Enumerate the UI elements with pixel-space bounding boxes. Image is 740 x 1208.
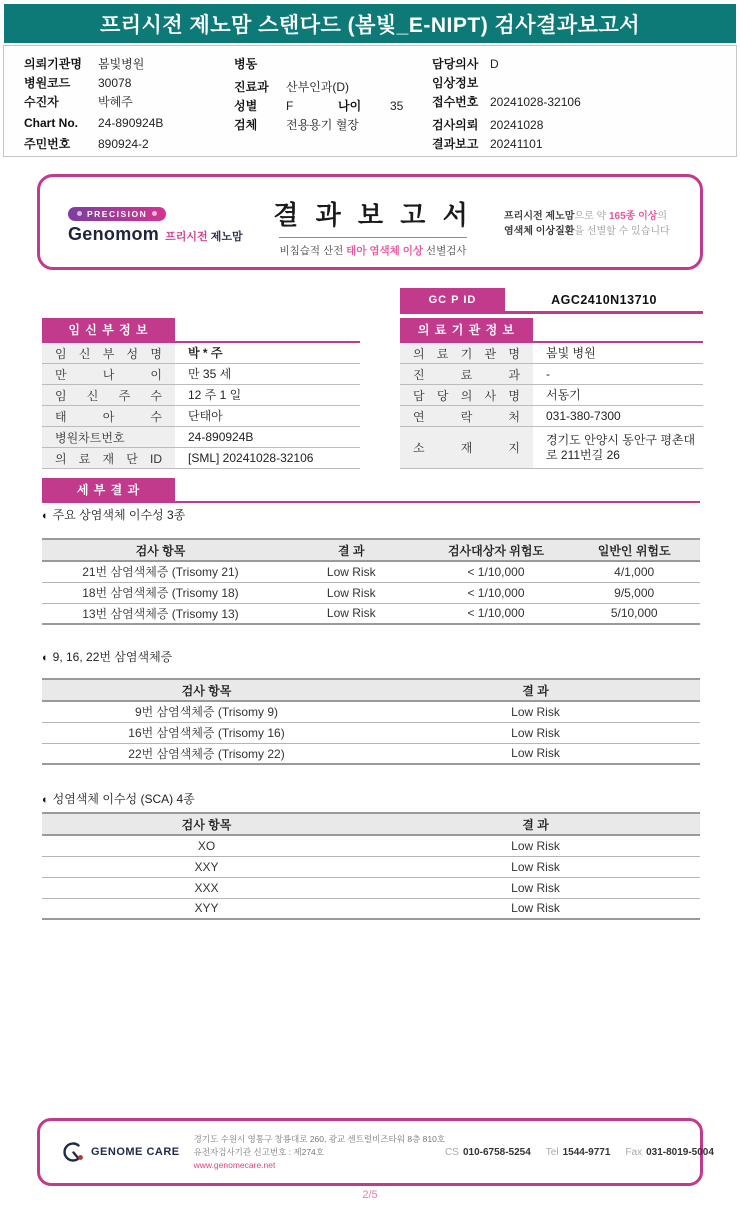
mother-info-table [42, 318, 360, 469]
fax-contact: Fax 031-8019-5004 [625, 1146, 714, 1158]
precision-badge-label: PRECISION [87, 208, 148, 219]
brand-name: Genomom [68, 224, 160, 244]
subtitle-highlight: 태아 염색체 이상 [346, 245, 424, 257]
brand-kr-pink: 프리시전 [165, 231, 208, 243]
table-caption-sca: ◐ 성염색체 이수성 (SCA) 4종 [42, 792, 195, 806]
badge-dot-icon [152, 211, 157, 216]
table-row [42, 877, 700, 898]
row-value: 경기도 안양시 동안구 평촌대로 211번길 26 [546, 432, 696, 462]
table-row [42, 856, 700, 877]
col-header: 검사대상자 위험도 [424, 539, 569, 561]
table-row [42, 835, 700, 856]
field-label: 주민번호 [24, 137, 71, 151]
table-row [42, 406, 360, 427]
field-value: 전용용기 혈장 [286, 118, 359, 132]
row-label: 진 료 과 [400, 364, 533, 384]
cell-test-item: 13번 삼염색체증 (Trisomy 13) [42, 603, 279, 624]
banner-center [273, 195, 473, 258]
cell-subject-risk: < 1/10,000 [424, 561, 569, 582]
info-row [24, 93, 229, 112]
info-row [24, 74, 229, 93]
badge-dot-icon [77, 211, 82, 216]
field-label: 진료과 [234, 80, 269, 94]
field-label: 병동 [234, 57, 258, 71]
table-row [42, 385, 360, 406]
gcp-id-label: GC P ID [400, 288, 505, 311]
cell-result: Low Risk [279, 561, 424, 582]
field-value: 20241028 [490, 118, 544, 132]
field-value: 890924-2 [98, 137, 149, 151]
address-line: 경기도 수원시 영통구 창룡대로 260, 광교 센트럴비즈타워 8층 810호 [193, 1133, 446, 1144]
cell-test-item: XXY [42, 856, 371, 877]
field-label: 나이 [338, 99, 362, 113]
report-title-bar [4, 4, 736, 43]
cell-subject-risk: < 1/10,000 [424, 603, 569, 624]
row-label: 태 아 수 [42, 406, 175, 426]
report-banner [37, 174, 703, 270]
cell-result: Low Risk [371, 722, 700, 743]
row-label: 담 당 의 사 명 [400, 385, 533, 405]
cell-result: Low Risk [371, 743, 700, 764]
field-label: 검체 [234, 118, 258, 132]
genomecare-logo-text: GENOME CARE [91, 1146, 180, 1158]
cell-population-risk: 4/1,000 [568, 561, 700, 582]
gcp-underline [400, 311, 703, 314]
row-value: 12 주 1 일 [188, 387, 242, 402]
field-value: 산부인과(D) [286, 80, 350, 94]
info-row [432, 74, 717, 93]
tel-contact: Tel 1544-9771 [545, 1146, 611, 1158]
banner-side-note: 프리시전 제노맘으로 약 165종 이상의 염색체 이상질환을 선별할 수 있습니다 [504, 211, 670, 237]
cell-test-item: XO [42, 835, 371, 856]
mother-info-header [42, 318, 360, 343]
cell-subject-risk: < 1/10,000 [424, 582, 569, 603]
info-row [432, 135, 717, 154]
table-row [42, 898, 700, 919]
table-row [42, 561, 700, 582]
info-row [234, 116, 429, 135]
field-value: 30078 [98, 76, 132, 90]
info-row [24, 55, 229, 74]
field-label: 의뢰기관명 [24, 57, 82, 71]
table-header-row [42, 813, 700, 835]
patient-info-panel [3, 45, 737, 157]
patient-info-col2 [234, 55, 429, 135]
genomecare-logo [60, 1139, 180, 1165]
patient-info-col3 [432, 55, 717, 154]
col-header: 결 과 [279, 539, 424, 561]
info-row [234, 78, 429, 97]
row-value: 만 35 세 [188, 366, 232, 381]
table-row [42, 582, 700, 603]
table-row [42, 722, 700, 743]
brand-kr-dark: 제노맘 [210, 231, 243, 243]
field-value: 20241101 [490, 137, 543, 151]
cell-result: Low Risk [371, 856, 700, 877]
row-label: 의 료 기 관 명 [400, 343, 533, 363]
genomecare-logo-icon [60, 1139, 86, 1165]
table-row [42, 343, 360, 364]
table-row [42, 448, 360, 469]
footer-address [194, 1133, 445, 1172]
row-label: 연 락 처 [400, 406, 533, 426]
table-caption-trisomy-9-16-22: ◐ 9, 16, 22번 삼염색체증 [42, 650, 173, 664]
cell-result: Low Risk [371, 835, 700, 856]
precision-badge [68, 207, 166, 221]
info-row [432, 93, 717, 112]
sca-table [42, 812, 700, 920]
row-value: 서동기 [546, 387, 581, 402]
clinic-info-header [400, 318, 703, 343]
field-label: 담당의사 [432, 57, 479, 71]
field-label: 접수번호 [432, 95, 479, 109]
field-label: 병원코드 [24, 76, 71, 90]
row-label: 만 나 이 [42, 364, 175, 384]
info-row [234, 97, 429, 116]
table-row [400, 343, 703, 364]
col-header: 일반인 위험도 [568, 539, 700, 561]
field-label: 성별 [234, 99, 258, 113]
field-value: 35 [390, 99, 404, 113]
row-value: 봄빛 병원 [546, 345, 596, 360]
row-value: [SML] 20241028-32106 [188, 450, 314, 465]
cell-test-item: 9번 삼염색체증 (Trisomy 9) [42, 701, 371, 722]
table-row [400, 364, 703, 385]
col-header: 검사 항목 [42, 539, 279, 561]
row-value: 박 * 주 [188, 345, 223, 360]
website-link[interactable]: www.genomecare.net [193, 1159, 276, 1170]
field-value: D [490, 57, 499, 71]
row-label: 병원차트번호 [42, 427, 175, 447]
field-value: 20241028-32106 [490, 95, 581, 109]
field-label: 검사의뢰 [432, 118, 479, 132]
main-trisomy-table [42, 538, 700, 625]
info-row [24, 116, 229, 135]
row-value: 031-380-7300 [546, 408, 621, 423]
gcp-id-value: AGC2410N13710 [505, 288, 703, 311]
cell-test-item: 18번 삼염색체증 (Trisomy 18) [42, 582, 279, 603]
cell-test-item: 22번 삼염색체증 (Trisomy 22) [42, 743, 371, 764]
registration-line: 유전자검사기관 신고번호 : 제274호 [193, 1146, 324, 1157]
patient-info-col1 [24, 55, 229, 154]
field-label: 수진자 [24, 95, 59, 109]
cell-result: Low Risk [371, 877, 700, 898]
row-label: 임 신 부 성 명 [42, 343, 175, 363]
detail-results-header [42, 478, 700, 503]
cs-contact: CS 010-6758-5254 [445, 1146, 531, 1158]
page-number: 2/5 [362, 1189, 378, 1201]
table-caption-autosomal: ◐ 주요 상염색체 이수성 3종 [42, 508, 186, 522]
table-row [42, 364, 360, 385]
section-badge: 의 료 기 관 정 보 [400, 318, 533, 341]
col-header: 결 과 [371, 813, 700, 835]
row-label: 임 신 주 수 [42, 385, 175, 405]
cell-result: Low Risk [371, 701, 700, 722]
col-header: 검사 항목 [42, 813, 371, 835]
banner-divider [279, 237, 467, 238]
table-row [42, 603, 700, 624]
half-circle-bullet-icon: ◐ [42, 794, 49, 806]
genomom-brand-logo [68, 203, 243, 245]
table-row [42, 743, 700, 764]
info-row [432, 55, 717, 74]
cell-test-item: 21번 삼염색체증 (Trisomy 21) [42, 561, 279, 582]
cell-test-item: XYY [42, 898, 371, 919]
cell-result: Low Risk [279, 582, 424, 603]
field-label: 결과보고 [432, 137, 479, 151]
field-label: 임상정보 [432, 76, 479, 90]
row-value: - [546, 366, 550, 381]
clinic-info-table [400, 318, 703, 469]
section-badge: 임 신 부 정 보 [42, 318, 175, 341]
field-value: 봄빛병원 [98, 57, 145, 71]
row-label: 의 료 재 단 ID [42, 448, 175, 468]
trisomy-9-16-22-table [42, 678, 700, 765]
table-row [42, 701, 700, 722]
field-label: Chart No. [24, 116, 78, 130]
cell-result: Low Risk [279, 603, 424, 624]
row-value: 24-890924B [188, 429, 254, 444]
half-circle-bullet-icon: ◐ [42, 510, 49, 522]
cell-test-item: XXX [42, 877, 371, 898]
info-row [234, 55, 429, 74]
row-value: 단태아 [188, 408, 223, 423]
table-row [400, 427, 703, 469]
banner-subtitle: 비침습적 산전 태아 염색체 이상 선별검사 [279, 245, 467, 257]
half-circle-bullet-icon: ◐ [42, 652, 49, 664]
cell-result: Low Risk [371, 898, 700, 919]
field-value: 박혜주 [98, 95, 133, 109]
cell-population-risk: 9/5,000 [568, 582, 700, 603]
table-header-row [42, 679, 700, 701]
col-header: 검사 항목 [42, 679, 371, 701]
table-row [400, 406, 703, 427]
banner-title: 결 과 보 고 서 [273, 200, 473, 230]
table-row [42, 427, 360, 448]
footer-contacts [445, 1147, 714, 1158]
field-value: F [286, 99, 294, 113]
info-row [24, 135, 229, 154]
row-label: 소 재 지 [400, 427, 533, 468]
table-header-row [42, 539, 700, 561]
section-badge: 세 부 결 과 [42, 478, 175, 501]
col-header: 결 과 [371, 679, 700, 701]
footer-card [37, 1118, 714, 1186]
field-value: 24-890924B [98, 116, 164, 130]
table-row [400, 385, 703, 406]
cell-test-item: 16번 삼염색체증 (Trisomy 16) [42, 722, 371, 743]
report-title: 프리시전 제노맘 스탠다드 (봄빛_E-NIPT) 검사결과보고서 [99, 13, 641, 37]
cell-population-risk: 5/10,000 [568, 603, 700, 624]
info-row [432, 116, 717, 135]
